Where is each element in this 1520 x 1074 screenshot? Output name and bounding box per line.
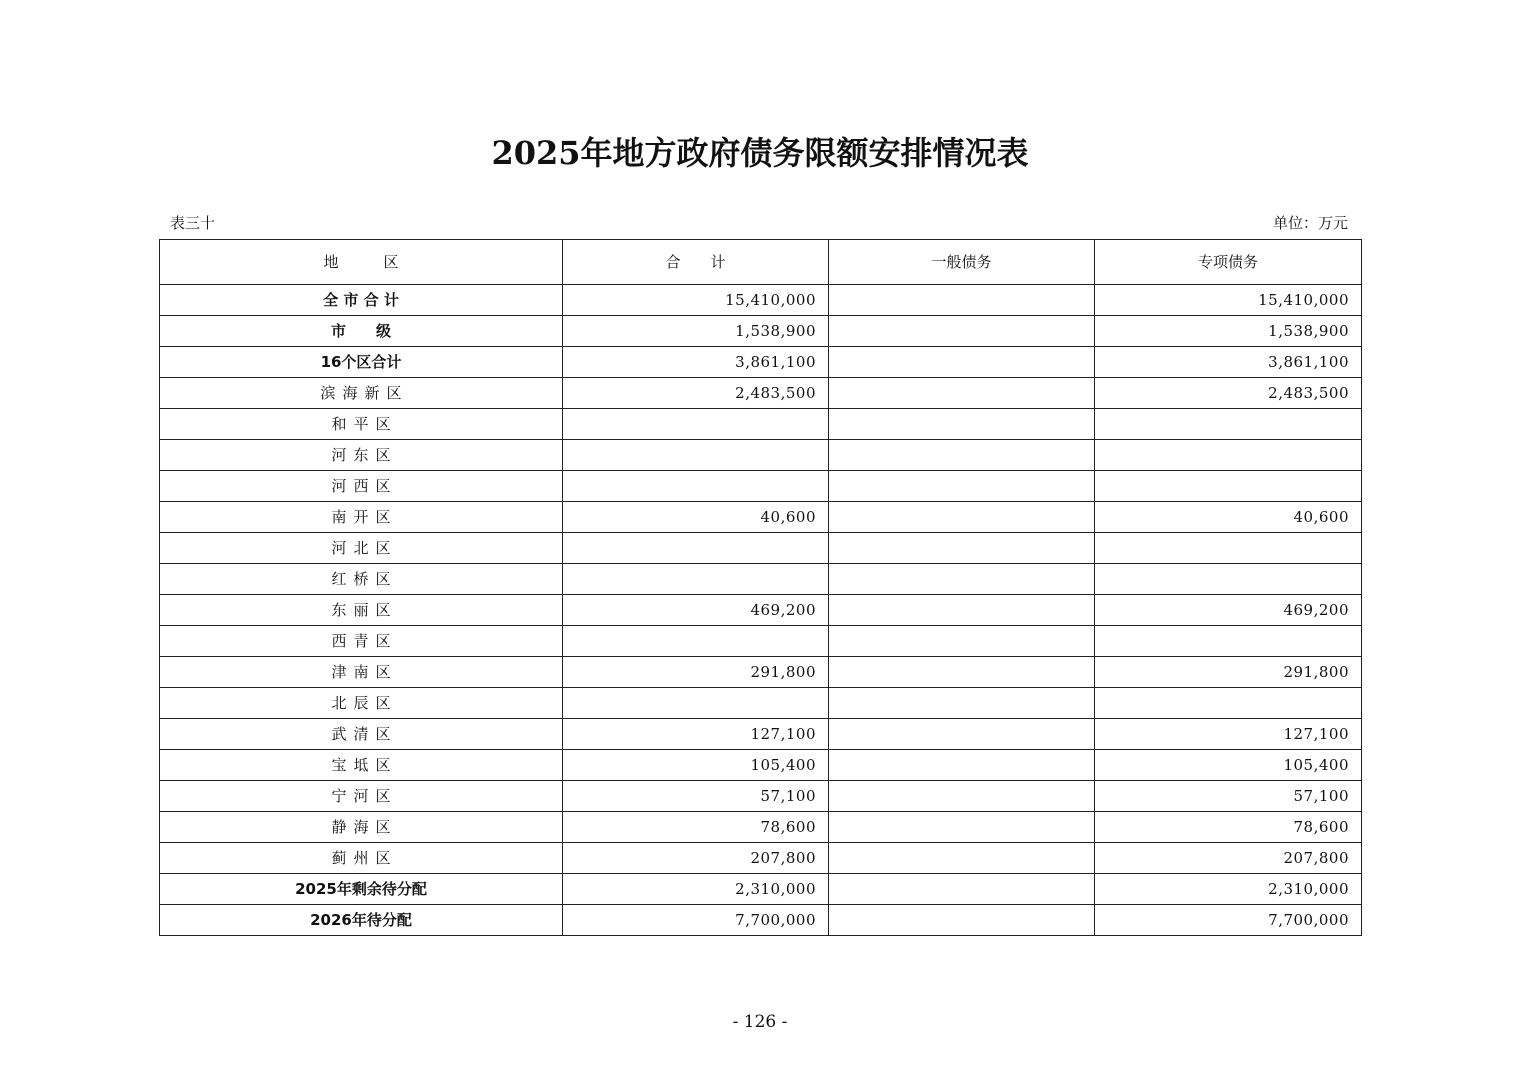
special-debt-cell: 40,600: [1095, 502, 1362, 533]
table-row: [160, 657, 1362, 688]
general-debt-cell: [829, 533, 1095, 564]
total-cell: 1,538,900: [563, 316, 829, 347]
total-cell: 78,600: [563, 812, 829, 843]
table-row: [160, 719, 1362, 750]
general-debt-cell: [829, 409, 1095, 440]
total-cell: [563, 564, 829, 595]
special-debt-cell: 3,861,100: [1095, 347, 1362, 378]
general-debt-cell: [829, 471, 1095, 502]
special-debt-cell: [1095, 564, 1362, 595]
table-row: [160, 781, 1362, 812]
region-cell: 武清区: [160, 719, 563, 750]
special-debt-cell: [1095, 533, 1362, 564]
general-debt-cell: [829, 440, 1095, 471]
special-debt-cell: 57,100: [1095, 781, 1362, 812]
total-cell: [563, 533, 829, 564]
table-row: [160, 750, 1362, 781]
region-cell: 西青区: [160, 626, 563, 657]
region-cell: 滨海新区: [160, 378, 563, 409]
general-debt-cell: [829, 378, 1095, 409]
header-special-debt: 专项债务: [1095, 240, 1362, 285]
total-cell: 2,310,000: [563, 874, 829, 905]
total-cell: [563, 471, 829, 502]
region-cell: 和平区: [160, 409, 563, 440]
total-cell: [563, 409, 829, 440]
special-debt-cell: 207,800: [1095, 843, 1362, 874]
table-number: 表三十: [170, 214, 216, 232]
region-cell: 2026年待分配: [160, 905, 563, 936]
special-debt-cell: [1095, 471, 1362, 502]
general-debt-cell: [829, 781, 1095, 812]
special-debt-cell: 2,483,500: [1095, 378, 1362, 409]
region-cell: 宝坻区: [160, 750, 563, 781]
general-debt-cell: [829, 316, 1095, 347]
region-cell: 河东区: [160, 440, 563, 471]
region-cell: 全 市 合 计: [160, 285, 563, 316]
special-debt-cell: 105,400: [1095, 750, 1362, 781]
region-cell: 市 级: [160, 316, 563, 347]
region-cell: 2025年剩余待分配: [160, 874, 563, 905]
special-debt-cell: 15,410,000: [1095, 285, 1362, 316]
general-debt-cell: [829, 688, 1095, 719]
general-debt-cell: [829, 595, 1095, 626]
general-debt-cell: [829, 626, 1095, 657]
table-body: [160, 285, 1362, 936]
total-cell: 2,483,500: [563, 378, 829, 409]
table-row: [160, 905, 1362, 936]
special-debt-cell: 291,800: [1095, 657, 1362, 688]
table-row: [160, 533, 1362, 564]
special-debt-cell: [1095, 409, 1362, 440]
table-row: [160, 471, 1362, 502]
table-row: [160, 378, 1362, 409]
region-cell: 蓟州区: [160, 843, 563, 874]
page-number: - 126 -: [732, 1012, 788, 1032]
total-cell: 15,410,000: [563, 285, 829, 316]
region-cell: 静海区: [160, 812, 563, 843]
special-debt-cell: 127,100: [1095, 719, 1362, 750]
special-debt-cell: [1095, 440, 1362, 471]
region-cell: 河西区: [160, 471, 563, 502]
table-row: [160, 595, 1362, 626]
special-debt-cell: 1,538,900: [1095, 316, 1362, 347]
table-row: [160, 316, 1362, 347]
general-debt-cell: [829, 905, 1095, 936]
table-row: [160, 626, 1362, 657]
table-row: [160, 688, 1362, 719]
table-row: [160, 843, 1362, 874]
region-cell: 宁河区: [160, 781, 563, 812]
total-cell: 127,100: [563, 719, 829, 750]
table-row: [160, 502, 1362, 533]
general-debt-cell: [829, 812, 1095, 843]
header-general-debt: 一般债务: [829, 240, 1095, 285]
total-cell: 207,800: [563, 843, 829, 874]
general-debt-cell: [829, 874, 1095, 905]
document-title: 2025年地方政府债务限额安排情况表: [491, 134, 1029, 172]
region-cell: 东丽区: [160, 595, 563, 626]
region-cell: 河北区: [160, 533, 563, 564]
unit-label: 单位：万元: [1272, 214, 1348, 232]
general-debt-cell: [829, 347, 1095, 378]
table-row: [160, 347, 1362, 378]
total-cell: 57,100: [563, 781, 829, 812]
table-row: [160, 812, 1362, 843]
special-debt-cell: [1095, 688, 1362, 719]
total-cell: 469,200: [563, 595, 829, 626]
general-debt-cell: [829, 657, 1095, 688]
general-debt-cell: [829, 285, 1095, 316]
region-cell: 北辰区: [160, 688, 563, 719]
total-cell: 40,600: [563, 502, 829, 533]
general-debt-cell: [829, 502, 1095, 533]
total-cell: 3,861,100: [563, 347, 829, 378]
table-row: [160, 285, 1362, 316]
special-debt-cell: 469,200: [1095, 595, 1362, 626]
header-total: 合 计: [563, 240, 829, 285]
region-cell: 红桥区: [160, 564, 563, 595]
header-region: 地 区: [160, 240, 563, 285]
total-cell: 7,700,000: [563, 905, 829, 936]
special-debt-cell: [1095, 626, 1362, 657]
table-row: [160, 874, 1362, 905]
table-row: [160, 564, 1362, 595]
total-cell: 291,800: [563, 657, 829, 688]
debt-limit-table: [159, 239, 1362, 936]
region-cell: 16个区合计: [160, 347, 563, 378]
total-cell: [563, 440, 829, 471]
total-cell: 105,400: [563, 750, 829, 781]
table-row: [160, 440, 1362, 471]
total-cell: [563, 688, 829, 719]
region-cell: 津南区: [160, 657, 563, 688]
general-debt-cell: [829, 843, 1095, 874]
general-debt-cell: [829, 564, 1095, 595]
general-debt-cell: [829, 719, 1095, 750]
special-debt-cell: 2,310,000: [1095, 874, 1362, 905]
table-header-row: [160, 240, 1362, 285]
special-debt-cell: 78,600: [1095, 812, 1362, 843]
region-cell: 南开区: [160, 502, 563, 533]
table-row: [160, 409, 1362, 440]
general-debt-cell: [829, 750, 1095, 781]
total-cell: [563, 626, 829, 657]
special-debt-cell: 7,700,000: [1095, 905, 1362, 936]
